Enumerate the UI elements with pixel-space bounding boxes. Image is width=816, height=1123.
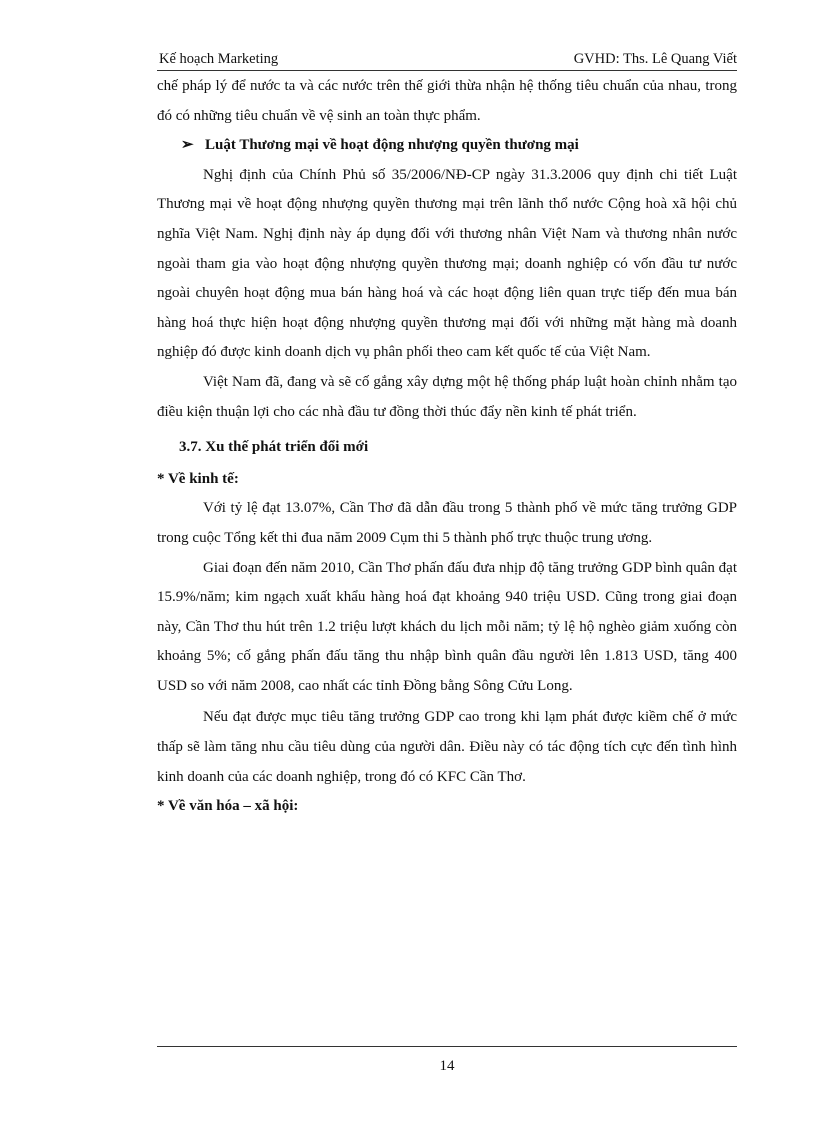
header-advisor: GVHD: Ths. Lê Quang Viết	[573, 51, 737, 67]
bullet-heading-text: Luật Thương mại về hoạt động nhượng quyền thương mại	[205, 137, 579, 154]
paragraph-legal-system: Việt Nam đã, đang và sẽ cố gắng xây dựng một hệ thống pháp luật hoàn chỉnh nhằm tạo điều kiện thuận lợi cho các nhà đầu tư đồng thời thúc đẩy nền kinh tế phát triển.	[157, 373, 737, 420]
paragraph-gdp-growth: Với tỷ lệ đạt 13.07%, Cần Thơ đã dẫn đầu trong 5 thành phố về mức tăng trưởng GDP trong cuộc Tổng kết thi đua năm 2009 Cụm thi 5 thành phố trực thuộc trung ương.	[157, 500, 737, 546]
footer-divider	[157, 1046, 737, 1047]
page-header	[157, 50, 737, 71]
page-number: 14	[439, 1058, 455, 1074]
sub-heading-economy: * Về kinh tế:	[157, 470, 239, 487]
bullet-heading-franchise-law	[157, 131, 737, 161]
paragraph-consumption: Nếu đạt được mục tiêu tăng trưởng GDP cao trong khi lạm phát được kiềm chế ở mức thấp sẽ làm tăng nhu cầu tiêu dùng của người dân. Điều này có tác động tích cực đến tình hình kinh doanh của các doanh nghiệp, trong đó có KFC Cần Thơ.	[157, 709, 737, 785]
sub-heading-culture-society: * Về văn hóa – xã hội:	[157, 798, 299, 815]
arrow-bullet-icon: ➢	[181, 137, 194, 154]
paragraph-standards: chế pháp lý để nước ta và các nước trên thế giới thừa nhận hệ thống tiêu chuẩn của nhau, trong đó có những tiêu chuẩn về vệ sinh an toàn thực phẩm.	[157, 78, 737, 124]
paragraph-2010-targets: Giai đoạn đến năm 2010, Cần Thơ phấn đấu đưa nhịp độ tăng trưởng GDP bình quân đạt 15.9%/năm; kim ngạch xuất khẩu hàng hoá đạt khoảng 940 triệu USD. Cũng trong giai đoạn này, Cần Thơ thu hút trên 1.2 triệu lượt khách du lịch mỗi năm; tỷ lệ hộ nghèo giảm xuống còn khoảng 5%; cố gắng phấn đấu tăng thu nhập bình quân đầu người lên 1.813 USD, tăng 400 USD so với năm 2008, cao nhất các tỉnh Đồng bằng Sông Cửu Long.	[157, 559, 737, 694]
page-body	[157, 72, 737, 822]
paragraph-decree: Nghị định của Chính Phủ số 35/2006/NĐ-CP ngày 31.3.2006 quy định chi tiết Luật Thương mại về hoạt động nhượng quyền thương mại trên lãnh thổ nước Cộng hoà xã hội chủ nghĩa Việt Nam. Nghị định này áp dụng đối với thương nhân Việt Nam và thương nhân nước ngoài tham gia vào hoạt động nhượng quyền thương mại; doanh nghiệp có vốn đầu tư nước ngoài chuyên hoạt động mua bán hàng hoá và các hoạt động liên quan trực tiếp đến mua bán hàng hoá thực hiện hoạt động nhượng quyền thương mại đối với những mặt hàng mà doanh nghiệp đó được kinh doanh dịch vụ phân phối theo cam kết quốc tế của Việt Nam.	[157, 166, 737, 361]
header-document-title: Kế hoạch Marketing	[159, 51, 279, 67]
section-heading-trends: 3.7. Xu thế phát triển đổi mới	[179, 439, 369, 456]
